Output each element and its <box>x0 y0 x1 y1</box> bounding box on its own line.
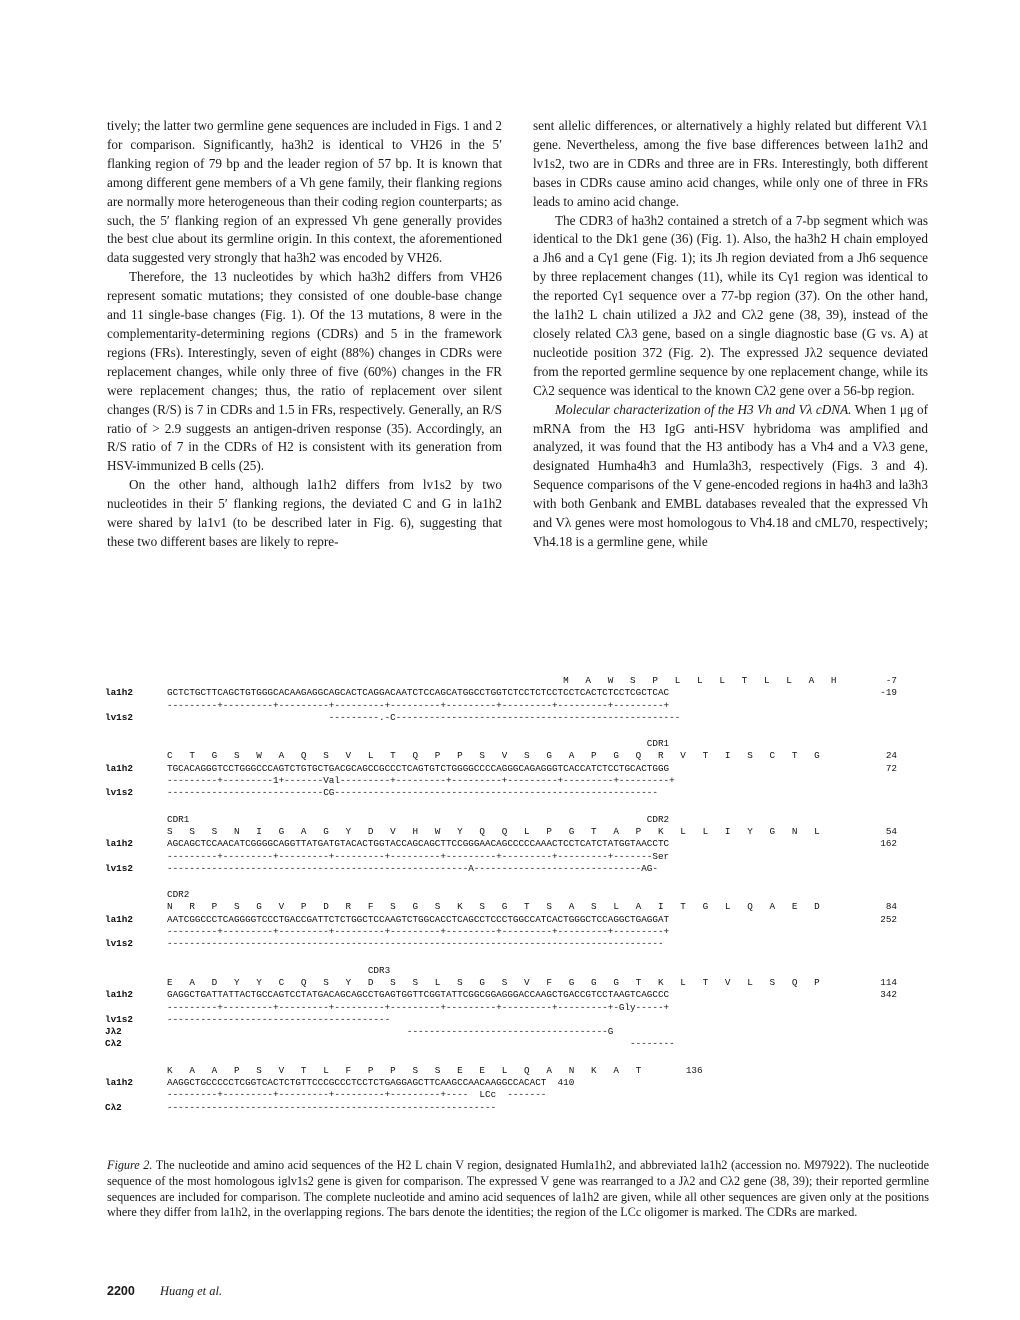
sequence-position: 24 <box>885 750 897 762</box>
sequence-text: GCTCTGCTTCAGCTGTGGGCACAAGAGGCAGCACTCAGGACAATCTCCAGCATGGCCTGGTCTCCTCTCCTCCTCACTCTCCTCGCTCAC <box>167 687 670 699</box>
sequence-row <box>105 775 935 787</box>
sequence-row <box>105 712 935 724</box>
sequence-label: la1h2 <box>105 762 133 774</box>
sequence-position <box>837 787 897 799</box>
sequence-text: ------------------------------------G <box>167 1026 614 1038</box>
sequence-label: Jλ2 <box>105 1026 122 1038</box>
sequence-position: 342 <box>880 989 897 1001</box>
sequence-row <box>105 700 935 712</box>
page-number: 2200 <box>107 1284 135 1298</box>
sequence-text: ---------+---------+---------+---------+---------+---------+---------+---------+-Gly-----+ <box>167 1001 670 1013</box>
sequence-text: ----------------------------------------------------------- <box>167 1101 497 1113</box>
sequence-text: CDR2 <box>167 889 190 901</box>
sequence-label: lv1s2 <box>105 787 133 799</box>
sequence-block <box>105 814 935 875</box>
paragraph: On the other hand, although la1h2 differs from lv1s2 by two nucleotides in their 5′ flanking regions, the deviated C and G in la1h2 were shared by la1v1 (to be described later in Fig. 6), suggesting that these two different bases are likely to repre- <box>107 477 502 549</box>
sequence-position <box>837 1026 897 1038</box>
sequence-row <box>105 977 935 989</box>
running-author: Huang et al. <box>159 1284 223 1298</box>
sequence-position <box>837 1065 897 1077</box>
sequence-label <box>105 814 167 826</box>
sequence-text: ---------+---------+---------+---------+---------+---------+---------+---------+---------+ <box>167 699 670 711</box>
sequence-label: lv1s2 <box>105 938 133 950</box>
sequence-position: -19 <box>880 687 897 699</box>
paragraph: Therefore, the 13 nucleotides by which ha3h2 differs from VH26 represent somatic mutations; they consisted of one double-base change and 11 single-base changes (Fig. 1). Of the 13 mutations, 8 were in the complementarity-determining regions (CDRs) and 5 in the framework regions (FRs). Interestingly, seven of eight (88%) changes in CDRs were replacement changes, while only three of five (60%) changes in the FR were replacement changes; thus, the ratio of replacement over silent changes (R/S) is 7 in CDRs and 1.5 in FRs, respectively. Generally, an R/S ratio of > 2.9 suggests an antigen-driven response (35). Accordingly, an R/S ratio of 7 in the CDRs of H2 is consistent with its generation from HSV-immunized B cells (25). <box>107 269 502 474</box>
sequence-position <box>837 775 897 787</box>
paragraph-body: When 1 μg of mRNA from the H3 IgG anti-HSV hybridoma was amplified and analyzed, it was found that the H3 antibody has a Vh4 and a Vλ3 gene, designated Humha4h3 and Humla3h3, respectively (Figs. 3 and 4). Sequence comparisons of the V gene-encoded regions in ha4h3 and la3h3 with both Genbank and EMBL databases revealed that the expressed Vh and Vλ genes were most homologous to Vh4.18 and cML70, respectively; Vh4.18 is a germline gene, while <box>533 401 928 549</box>
sequence-position: 72 <box>885 762 897 774</box>
sequence-position: 54 <box>885 825 897 837</box>
sequence-position <box>837 1038 897 1050</box>
sequence-text: ---------+---------+---------+---------+---------+---- LCc ------- <box>167 1089 547 1101</box>
sequence-row <box>105 1002 935 1014</box>
sequence-position <box>837 1077 897 1089</box>
sequence-label: Cλ2 <box>105 1038 122 1050</box>
page-footer <box>107 1284 222 1299</box>
sequence-alignment-figure <box>105 675 935 1128</box>
sequence-position <box>837 851 897 863</box>
sequence-row <box>105 1102 935 1114</box>
sequence-text: AGCAGCTCCAACATCGGGGCAGGTTATGATGTACACTGGTACCAGCAGCTTCCGGGAACAGCCCCCAAACTCCTCATCTATGGTAACCTC <box>167 838 670 850</box>
sequence-position <box>837 700 897 712</box>
sequence-text: ----------------------------------------------------------------------------------------- <box>167 938 664 950</box>
sequence-text: ---------+---------+---------+---------+---------+---------+---------+---------+---------+ <box>167 926 670 938</box>
sequence-text: M A W S P L L L T L L A H <box>167 675 837 686</box>
paragraph: sent allelic differences, or alternatively a highly related but different Vλ1 gene. Nevertheless, among the five base differences between la1h2 and lv1s2, two are in CDRs and three are in FRs. Interestingly, both different bases in CDRs cause amino acid changes, while only one of three in FRs leads to amino acid change. <box>533 118 928 209</box>
sequence-row <box>105 889 935 901</box>
sequence-text: ---------+---------1+-------Val---------+---------+---------+---------+---------+---------+ <box>167 775 675 787</box>
sequence-text: AAGGCTGCCCCCTCGGTCACTCTGTTCCCGCCCTCCTCTGAGGAGCTTCAAGCCAACAAGGCCACACT 410 <box>167 1077 575 1089</box>
sequence-row <box>105 1089 935 1101</box>
sequence-text: CDR3 <box>167 964 391 976</box>
sequence-position: 162 <box>880 838 897 850</box>
sequence-row <box>105 763 935 775</box>
sequence-label: lv1s2 <box>105 1013 133 1025</box>
sequence-label <box>105 700 167 712</box>
sequence-row <box>105 863 935 875</box>
sequence-label <box>105 675 167 687</box>
sequence-row <box>105 1038 935 1050</box>
sequence-text: ----------------------------CG---------------------------------------------------------- <box>167 787 658 799</box>
sequence-text: AATCGGCCCTCAGGGGTCCCTGACCGATTCTCTGGCTCCAAGTCTGGCACCTCAGCCTCCCTGGCCATCACTGGGCTCCAGGCTGAGGAT <box>167 913 670 925</box>
sequence-label <box>105 851 167 863</box>
paragraph: The CDR3 of ha3h2 contained a stretch of a 7-bp segment which was identical to the Dk1 gene (36) (Fig. 1). Also, the ha3h2 H chain employed a Jh6 and a Cγ1 gene (Fig. 1); its Jh region deviated from a Jh6 sequence by three replacement changes (11), while its Cγ1 region was identical to the reported Cγ1 sequence over a 77-bp region (37). On the other hand, the la1h2 L chain utilized a Jλ2 and Cλ2 gene (38, 39), instead of the closely related Cλ3 gene, based on a single diagnostic base (G vs. A) at nucleotide position 372 (Fig. 2). The expressed Jλ2 sequence deviated from the reported germline sequence by one replacement change, while its Cλ2 sequence was identical to the known Cλ2 gene over a 56-bp region. <box>533 212 928 398</box>
sequence-label <box>105 889 167 901</box>
sequence-row <box>105 989 935 1001</box>
sequence-label: Cλ2 <box>105 1101 122 1113</box>
sequence-text: S S S N I G A G Y D V H W Y Q Q L P G T A P K L L I Y G N L <box>167 825 820 837</box>
sequence-text: GAGGCTGATTATTACTGCCAGTCCTATGACAGCAGCCTGAGTGGTTCGGTATTCGGCGGAGGGACCAAGCTGACCGTCCTAAGTCAGCCC <box>167 989 670 1001</box>
sequence-row <box>105 826 935 838</box>
sequence-label <box>105 775 167 787</box>
right-text-column <box>533 117 928 552</box>
sequence-block <box>105 889 935 950</box>
sequence-text: CDR1 <box>167 738 670 750</box>
sequence-label <box>105 926 167 938</box>
sequence-position: 252 <box>880 913 897 925</box>
sequence-row <box>105 787 935 799</box>
sequence-label: lv1s2 <box>105 862 133 874</box>
sequence-label: la1h2 <box>105 913 133 925</box>
sequence-label <box>105 1089 167 1101</box>
sequence-label: lv1s2 <box>105 711 133 723</box>
sequence-text: K A A P S V T L F P P S S E E L Q A N K A T 136 <box>167 1064 703 1076</box>
sequence-text: ---------+---------+---------+---------+---------+---------+---------+---------+-------Ser <box>167 850 670 862</box>
sequence-label <box>105 965 167 977</box>
sequence-row <box>105 851 935 863</box>
sequence-text: C T G S W A Q S V L T Q P P S V S G A P G Q R V T I S C T G <box>167 750 820 762</box>
left-text-column <box>107 117 502 552</box>
sequence-position <box>837 1089 897 1101</box>
sequence-label <box>105 1002 167 1014</box>
sequence-text: -------- <box>167 1038 675 1050</box>
sequence-row <box>105 1065 935 1077</box>
sequence-position: 84 <box>885 901 897 913</box>
sequence-row <box>105 675 935 687</box>
sequence-position <box>837 965 897 977</box>
sequence-position <box>837 1014 897 1026</box>
sequence-label: la1h2 <box>105 838 133 850</box>
sequence-label <box>105 901 167 913</box>
sequence-label <box>105 750 167 762</box>
sequence-position <box>837 814 897 826</box>
sequence-text: N R P S G V P D R F S G S K S G T S A S L A I T G L Q A E D <box>167 901 820 913</box>
sequence-block <box>105 738 935 799</box>
sequence-position <box>837 938 897 950</box>
sequence-label <box>105 977 167 989</box>
sequence-row <box>105 1077 935 1089</box>
paragraph <box>533 401 928 552</box>
caption-text: The nucleotide and amino acid sequences of the H2 L chain V region, designated Humla1h2, and abbreviated la1h2 (accession no. M97922). The nucleotide sequence of the most homologous iglv1s2 gene is given for comparison. The expressed V gene was rearranged to a Jλ2 and Cλ2 gene (38, 39); their reported germline sequences are included for comparison. The complete nucleotide and amino acid sequences of la1h2 are given, while all other sequences are given only at the positions where they differ from la1h2, in the overlapping regions. The bars denote the identities; the region of the LCc oligomer is marked. The CDRs are marked. <box>107 1158 930 1220</box>
sequence-position <box>837 1102 897 1114</box>
sequence-position <box>837 926 897 938</box>
sequence-position <box>837 889 897 901</box>
sequence-row <box>105 901 935 913</box>
sequence-row <box>105 965 935 977</box>
sequence-position <box>837 712 897 724</box>
caption-label: Figure 2. <box>107 1158 153 1172</box>
section-heading: Molecular characterization of the H3 Vh and Vλ cDNA. <box>555 401 852 417</box>
sequence-position <box>837 738 897 750</box>
sequence-label: la1h2 <box>105 1077 133 1089</box>
sequence-position <box>837 1002 897 1014</box>
paragraph: tively; the latter two germline gene sequences are included in Figs. 1 and 2 for comparison. Significantly, ha3h2 is identical to VH26 in the 5′ flanking region of 79 bp and the leader region of 57 bp. It is known that among different gene members of a Vh gene family, their flanking regions are normally more heterogeneous than their coding region counterparts; as such, the 5′ flanking region of an expressed Vh gene generally provides the best clue about its germline origin. In this context, the aforementioned data suggested very strongly that ha3h2 was encoded by VH26. <box>107 118 502 266</box>
sequence-row <box>105 1014 935 1026</box>
sequence-text: ---------------------------------------- <box>167 1013 391 1025</box>
sequence-row <box>105 750 935 762</box>
sequence-block <box>105 675 935 724</box>
sequence-label: la1h2 <box>105 989 133 1001</box>
sequence-row <box>105 926 935 938</box>
figure-caption <box>107 1158 929 1221</box>
sequence-row <box>105 938 935 950</box>
sequence-row <box>105 838 935 850</box>
sequence-text: E A D Y Y C Q S Y D S S L S G S V F G G G T K L T V L S Q P <box>167 976 820 988</box>
sequence-text: CDR1 CDR2 <box>167 813 670 825</box>
sequence-text: ---------.-C--------------------------------------------------- <box>167 711 681 723</box>
sequence-row <box>105 687 935 699</box>
sequence-row <box>105 1026 935 1038</box>
sequence-position: 114 <box>880 976 897 988</box>
sequence-text: TGCACAGGGTCCTGGGCCCAGTCTGTGCTGACGCAGCCGCCCTCAGTGTCTGGGGCCCCAGGGCAGAGGGTCACCATCTCCTGCACTGGG <box>167 762 670 774</box>
sequence-block <box>105 965 935 1051</box>
sequence-label <box>105 826 167 838</box>
sequence-row <box>105 814 935 826</box>
sequence-position: -7 <box>885 675 897 686</box>
sequence-label: la1h2 <box>105 687 133 699</box>
sequence-label <box>105 738 167 750</box>
sequence-position <box>837 863 897 875</box>
sequence-block <box>105 1065 935 1114</box>
sequence-row <box>105 914 935 926</box>
sequence-row <box>105 738 935 750</box>
sequence-label <box>105 1065 167 1077</box>
sequence-text: ------------------------------------------------------A------------------------------AG- <box>167 862 658 874</box>
